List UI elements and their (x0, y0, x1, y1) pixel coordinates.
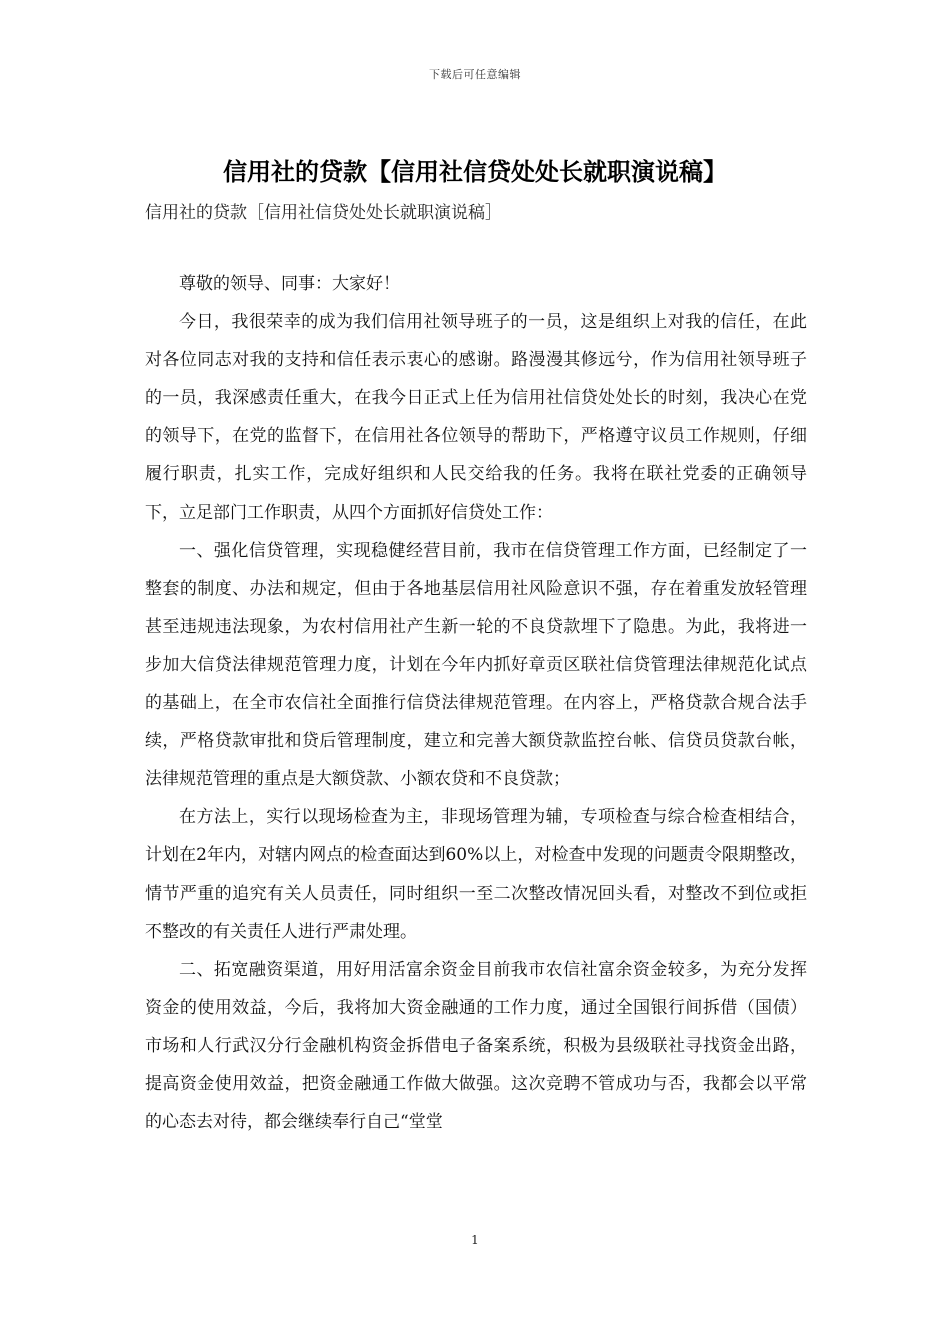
paragraph-greeting: 尊敬的领导、同事：大家好！ (179, 274, 400, 294)
document-title: 信用社的贷款【信用社信贷处处长就职演说稿】 (223, 158, 727, 186)
paragraph-inspection-method: 在方法上，实行以现场检查为主，非现场管理为辅，专项检查与综合检查相结合，计划在2年内，对辖内网点的检查面达到60%以上，对检查中发现的问题责令限期整改，情节严重的追究有关人员责任，同时组织一至二次整改情况回头看，对整改不到位或拒不整改的有关责任人进行严肃处理。 (145, 807, 807, 942)
header-note: 下载后可任意编辑 (429, 68, 521, 81)
page-number: 1 (471, 1233, 479, 1247)
paragraph-credit-management: 一、强化信贷管理，实现稳健经营目前，我市在信贷管理工作方面，已经制定了一整套的制度、办法和规定，但由于各地基层信用社风险意识不强，存在着重发放轻管理甚至违规违法现象，为农村信用社产生新一轮的不良贷款埋下了隐患。为此，我将进一步加大信贷法律规范管理力度，计划在今年内抓好章贡区联社信贷管理法律规范化试点的基础上，在全市农信社全面推行信贷法律规范管理。在内容上，严格贷款合规合法手续，严格贷款审批和贷后管理制度，建立和完善大额贷款监控台帐、信贷员贷款台帐，法律规范管理的重点是大额贷款、小额农贷和不良贷款； (145, 540, 807, 790)
document-body (145, 265, 807, 1141)
document-subtitle: 信用社的贷款［信用社信贷处处长就职演说稿］ (145, 203, 502, 223)
paragraph-financing-channels: 二、拓宽融资渠道，用好用活富余资金目前我市农信社富余资金较多，为充分发挥资金的使用效益，今后，我将加大资金融通的工作力度，通过全国银行间拆借（国债）市场和人行武汉分行金融机构资金拆借电子备案系统，积极为县级联社寻找资金出路，提高资金使用效益，把资金融通工作做大做强。这次竞聘不管成功与否，我都会以平常的心态去对待，都会继续奉行自己“堂堂 (145, 959, 807, 1133)
paragraph-introduction: 今日，我很荣幸的成为我们信用社领导班子的一员，这是组织上对我的信任，在此对各位同志对我的支持和信任表示衷心的感谢。路漫漫其修远兮，作为信用社领导班子的一员，我深感责任重大，在我今日正式上任为信用社信贷处处长的时刻，我决心在党的领导下，在党的监督下，在信用社各位领导的帮助下，严格遵守议员工作规则，仔细履行职责，扎实工作，完成好组织和人民交给我的任务。我将在联社党委的正确领导下，立足部门工作职责，从四个方面抓好信贷处工作： (145, 312, 807, 523)
